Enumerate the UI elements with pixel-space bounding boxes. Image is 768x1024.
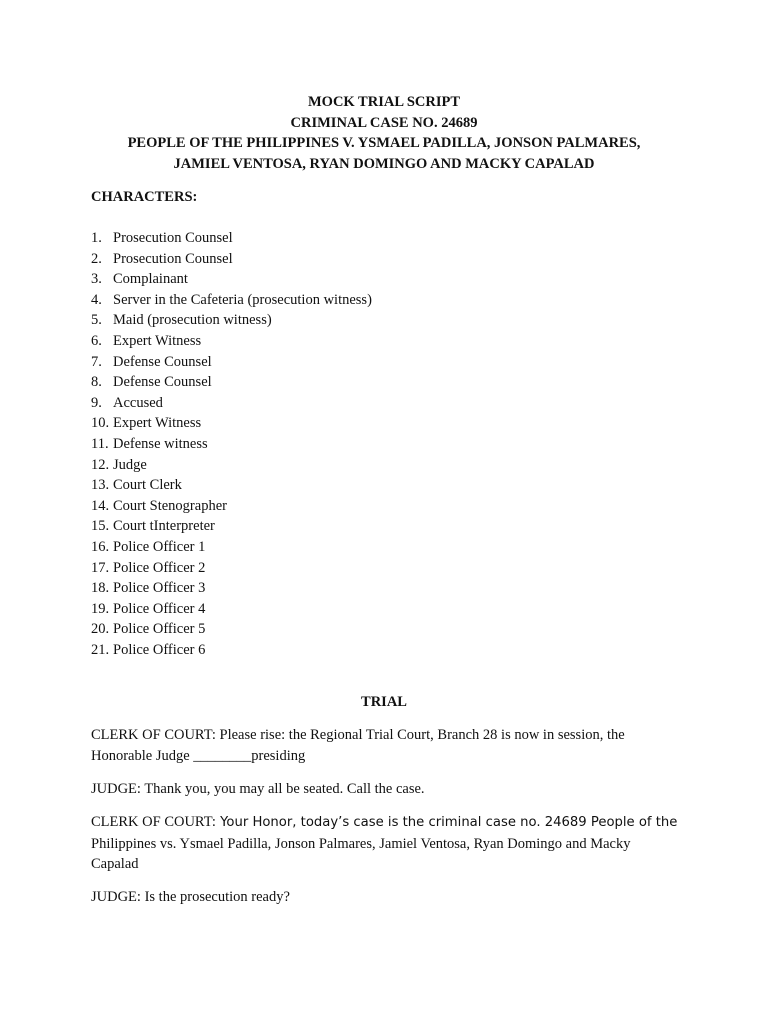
speaker-label: CLERK OF COURT: (91, 814, 216, 830)
list-text: Expert Witness (113, 415, 202, 432)
dialogue-text: Honorable Judge ________presiding (91, 747, 306, 764)
list-text: Defense witness (113, 435, 208, 452)
list-number: 8. (91, 374, 102, 391)
list-item (91, 475, 372, 496)
dialogue-text: Please rise: the Regional Trial Court, Branch 28 is now in session, the (215, 727, 625, 743)
dialogue-text: Thank you, you may all be seated. Call the case. (140, 781, 425, 797)
list-item (91, 496, 372, 517)
title-line: JAMIEL VENTOSA, RYAN DOMINGO AND MACKY CAPALAD (173, 155, 595, 172)
list-item (91, 413, 372, 434)
list-item (91, 393, 372, 414)
list-text: Police Officer 3 (113, 580, 206, 597)
dialogue-text: Your Honor, today’s case is the criminal case no. 24689 People of the (215, 815, 678, 830)
list-number: 10. (91, 415, 110, 432)
list-item (91, 537, 372, 558)
dialogue-paragraph (91, 779, 681, 800)
list-text: Expert Witness (113, 332, 202, 349)
list-number: 11. (91, 435, 109, 452)
speaker-label: JUDGE: (91, 781, 141, 797)
list-number: 13. (91, 477, 110, 494)
speaker-label: JUDGE: (91, 889, 141, 905)
list-item (91, 455, 372, 476)
list-item (91, 228, 372, 249)
list-number: 20. (91, 621, 110, 638)
list-item (91, 619, 372, 640)
list-number: 14. (91, 497, 110, 514)
list-item (91, 516, 372, 537)
list-text: Court Stenographer (113, 497, 227, 514)
list-text: Complainant (113, 271, 188, 288)
list-text: Police Officer 4 (113, 600, 206, 617)
list-item (91, 249, 372, 270)
dialogue-text: Philippines vs. Ysmael Padilla, Jonson Palmares, Jamiel Ventosa, Ryan Domingo and Macky (91, 835, 631, 852)
list-item (91, 310, 372, 331)
list-number: 17. (91, 559, 110, 576)
list-number: 1. (91, 230, 102, 246)
title-line: MOCK TRIAL SCRIPT (307, 94, 460, 110)
speaker-label: CLERK OF COURT: (91, 727, 216, 743)
list-number: 21. (91, 641, 110, 658)
list-item (91, 331, 372, 352)
list-number: 19. (91, 600, 110, 617)
list-number: 3. (91, 271, 102, 288)
characters-heading: CHARACTERS: (91, 189, 198, 205)
list-text: Court tInterpreter (113, 518, 215, 535)
list-item (91, 352, 372, 373)
list-number: 18. (91, 580, 110, 597)
list-item (91, 434, 372, 455)
list-item (91, 372, 372, 393)
list-text: Police Officer 1 (113, 538, 206, 555)
list-text: Prosecution Counsel (113, 230, 233, 246)
dialogue-text: Capalad (91, 856, 139, 872)
characters-list (91, 228, 372, 660)
list-number: 7. (91, 353, 102, 370)
list-text: Defense Counsel (113, 374, 212, 391)
dialogue-text: Is the prosecution ready? (140, 889, 290, 905)
list-text: Accused (113, 394, 163, 411)
list-number: 6. (91, 332, 102, 349)
dialogue-paragraph (91, 725, 681, 766)
dialogue-paragraph (91, 887, 681, 908)
list-text: Police Officer 6 (113, 641, 206, 658)
list-text: Maid (prosecution witness) (113, 312, 272, 329)
dialogue-paragraph (91, 812, 681, 875)
list-number: 9. (91, 394, 102, 411)
list-text: Police Officer 2 (113, 559, 206, 576)
list-item (91, 578, 372, 599)
list-number: 15. (91, 518, 110, 535)
list-item (91, 558, 372, 579)
list-number: 12. (91, 456, 110, 473)
list-number: 5. (91, 312, 102, 329)
title-line: PEOPLE OF THE PHILIPPINES V. YSMAEL PADILLA, JONSON PALMARES, (127, 135, 641, 151)
list-number: 2. (91, 250, 102, 267)
list-item (91, 290, 372, 311)
list-item (91, 269, 372, 290)
list-text: Court Clerk (113, 477, 182, 494)
list-number: 4. (91, 291, 102, 308)
document-title (0, 92, 768, 174)
list-text: Police Officer 5 (113, 621, 206, 638)
list-text: Server in the Cafeteria (prosecution witness) (113, 291, 372, 308)
list-text: Judge (113, 456, 147, 473)
list-text: Prosecution Counsel (113, 250, 233, 267)
list-item (91, 640, 372, 661)
title-line: CRIMINAL CASE NO. 24689 (290, 114, 478, 131)
list-number: 16. (91, 538, 110, 555)
list-text: Defense Counsel (113, 353, 212, 370)
trial-heading: TRIAL (361, 694, 407, 710)
list-item (91, 599, 372, 620)
